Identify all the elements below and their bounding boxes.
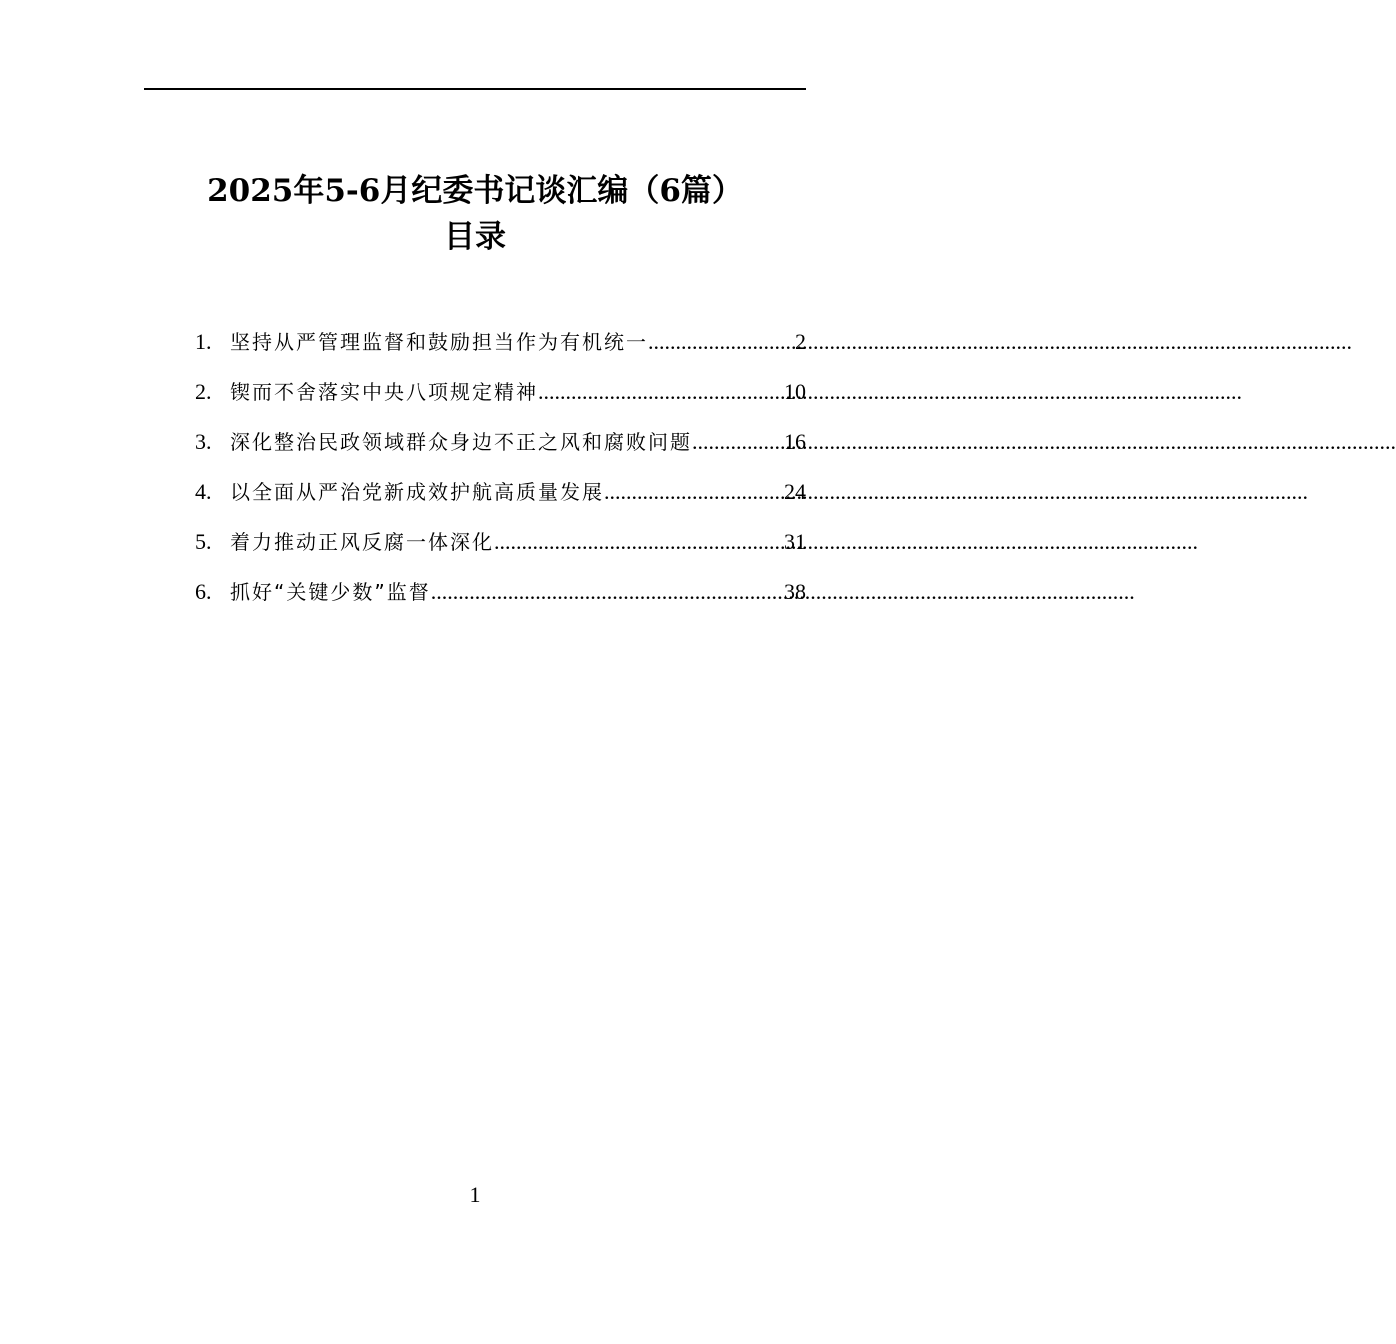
toc-entry-page: 2	[795, 329, 806, 354]
toc-entry[interactable]	[195, 522, 806, 572]
header-rule	[144, 88, 806, 90]
toc-entry-number: 4.	[195, 479, 212, 504]
toc-entry-number: 1.	[195, 329, 212, 354]
toc-entry-page: 38	[784, 579, 806, 604]
toc-entry[interactable]	[195, 422, 806, 472]
toc-entry[interactable]	[195, 472, 806, 522]
toc-leader-dots	[431, 572, 783, 612]
toc-entry-number: 2.	[195, 379, 212, 404]
toc-heading: 目录	[444, 219, 506, 255]
toc-entry-title[interactable]: 坚持从严管理监督和鼓励担当作为有机统一	[230, 330, 648, 354]
toc-entry-title[interactable]: 深化整治民政领域群众身边不正之风和腐败问题	[230, 430, 692, 454]
page-number: 1	[469, 1182, 481, 1207]
table-of-contents	[195, 322, 806, 622]
toc-entry-number: 5.	[195, 529, 212, 554]
toc-entry-title[interactable]: 着力推动正风反腐一体深化	[230, 530, 494, 554]
toc-entry[interactable]	[195, 572, 806, 622]
toc-leader-dots	[692, 422, 783, 462]
toc-entry[interactable]	[195, 372, 806, 422]
toc-entry-page: 24	[784, 479, 806, 504]
toc-leader-dots	[538, 372, 783, 412]
toc-entry-number: 3.	[195, 429, 212, 454]
toc-leader-dots	[494, 522, 783, 562]
toc-leader-dots	[648, 322, 794, 362]
toc-leader-dots	[604, 472, 783, 512]
title-block	[120, 168, 830, 260]
toc-entry-page: 10	[784, 379, 806, 404]
toc-entry-title[interactable]: 抓好“关键少数”监督	[230, 580, 431, 604]
toc-entry-page: 16	[784, 429, 806, 454]
toc-entry-title[interactable]: 锲而不舍落实中央八项规定精神	[230, 380, 538, 404]
toc-entry[interactable]	[195, 322, 806, 372]
toc-entry-title[interactable]: 以全面从严治党新成效护航高质量发展	[230, 480, 604, 504]
document-title: 2025年5-6月纪委书记谈汇编（6篇）	[207, 173, 743, 209]
toc-entry-number: 6.	[195, 579, 212, 604]
toc-entry-page: 31	[784, 529, 806, 554]
